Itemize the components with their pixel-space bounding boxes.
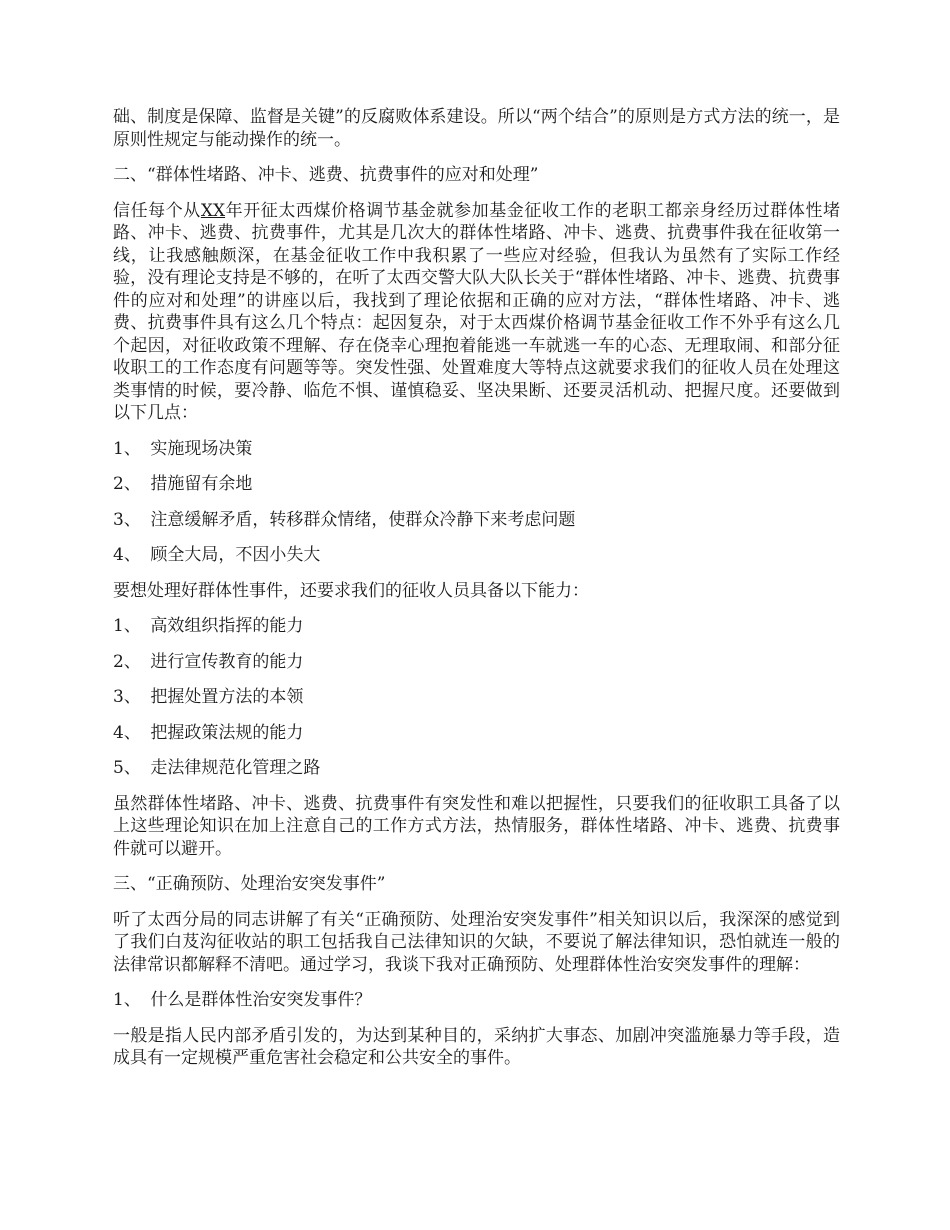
- section2-heading: 二、“群体性堵路、冲卡、逃费、抗费事件的应对和处理”: [113, 165, 539, 185]
- list-item-text: 注意缓解矛盾，转移群众情绪，使群众冷静下来考虑问题: [150, 509, 576, 530]
- ability-intro: 要想处理好群体性事件，还要求我们的征收人员具备以下能力：: [113, 580, 589, 601]
- intro-paragraph: 础、制度是保障、监督是关键”的反腐败体系建设。所以“两个结合”的原则是方式方法的统一，是原则性规定与能动操作的统一。: [113, 107, 840, 150]
- question-item: [113, 989, 840, 1012]
- list-item-text: 把握政策法规的能力: [150, 722, 304, 743]
- answer-paragraph: 一般是指人民内部矛盾引发的，为达到某种目的，采纳扩大事态、加剧冲突滥施暴力等手段，造成具有一定规模严重危害社会稳定和公共安全的事件。: [113, 1025, 840, 1068]
- list-item: [113, 544, 840, 567]
- list-item-text: 把握处置方法的本领: [150, 687, 304, 707]
- list-item-number: 4、: [113, 545, 141, 565]
- list-item: [113, 757, 840, 780]
- list-item-number: 1、: [113, 616, 141, 636]
- list-item-text: 实施现场决策: [150, 438, 253, 459]
- section2-conclusion: 虽然群体性堵路、冲卡、逃费、抗费事件有突发性和难以把握性，只要我们的征收职工具备了以上这些理论知识在加上注意自己的工作方式方法，热情服务，群体性堵路、冲卡、逃费、抗费事件就可以避开。: [113, 793, 840, 859]
- list-item-number: 2、: [113, 474, 141, 494]
- list-item-number: 1、: [113, 438, 141, 459]
- section2-paragraph: [113, 200, 840, 425]
- list-item-text: 走法律规范化管理之路: [150, 758, 321, 778]
- list-item: [113, 651, 840, 674]
- list-item: [113, 509, 840, 532]
- section2-paragraph-rest: 年开征太西煤价格调节基金就参加基金征收工作的老职工都亲身经历过群体性堵路、冲卡、逃费、抗费事件，尤其是几次大的群体性堵路、冲卡、逃费、抗费事件我在征收第一线，让我感触颇深，在基金征收工作中我积累了一些应对经验，但我认为虽然有了实际工作经验，没有理论支持是不够的，在听了太西交警大队大队长关于“群体性堵路、冲卡、逃费、抗费事件的应对和处理”的讲座以后，我找到了理论依据和正确的应对方法，“群体性堵路、冲卡、逃费、抗费事件具有这么几个特点：起因复杂，对于太西煤价格调节基金征收工作不外乎有这么几个起因，对征收政策不理解、存在侥幸心理抱着能逃一车就逃一车的心态、无理取闹、和部分征收职工的工作态度有问题等等。突发性强、处置难度大等特点这就要求我们的征收人员在处理这类事情的时候，要冷静、临危不惧、谨慎稳妥、坚决果断、还要灵活机动、把握尺度。还要做到以下几点：: [113, 200, 841, 423]
- list-item: [113, 615, 840, 638]
- question-text: 什么是群体性治安突发事件？: [150, 990, 372, 1010]
- section3-paragraph: 听了太西分局的同志讲解了有关“正确预防、处理治安突发事件”相关知识以后，我深深的感觉到了我们白芨沟征收站的职工包括我自己法律知识的欠缺，不要说了解法律知识，恐怕就连一般的法律常识都解释不清吧。通过学习，我谈下我对正确预防、处理群体性治安突发事件的理解：: [113, 909, 840, 975]
- list-item-text: 顾全大局，不因小失大: [150, 545, 321, 565]
- section3-heading: 三、“正确预防、处理治安突发事件”: [113, 874, 386, 894]
- list-item: [113, 438, 840, 461]
- list-item-number: 2、: [113, 651, 141, 672]
- list-item-text: 高效组织指挥的能力: [150, 616, 304, 636]
- list-item: [113, 722, 840, 745]
- list-item: [113, 473, 840, 496]
- document-page: [113, 106, 840, 1083]
- section2-paragraph-prefix: 信任每个从: [113, 200, 201, 221]
- list-item-number: 1、: [113, 990, 141, 1010]
- list-item-number: 3、: [113, 509, 141, 530]
- list-item-number: 5、: [113, 758, 141, 778]
- list-item-text: 进行宣传教育的能力: [150, 651, 304, 672]
- list-item-text: 措施留有余地: [150, 474, 253, 494]
- list-item-number: 4、: [113, 722, 141, 743]
- list-item: [113, 686, 840, 709]
- list-item-number: 3、: [113, 687, 141, 707]
- year-placeholder: XX: [200, 200, 226, 221]
